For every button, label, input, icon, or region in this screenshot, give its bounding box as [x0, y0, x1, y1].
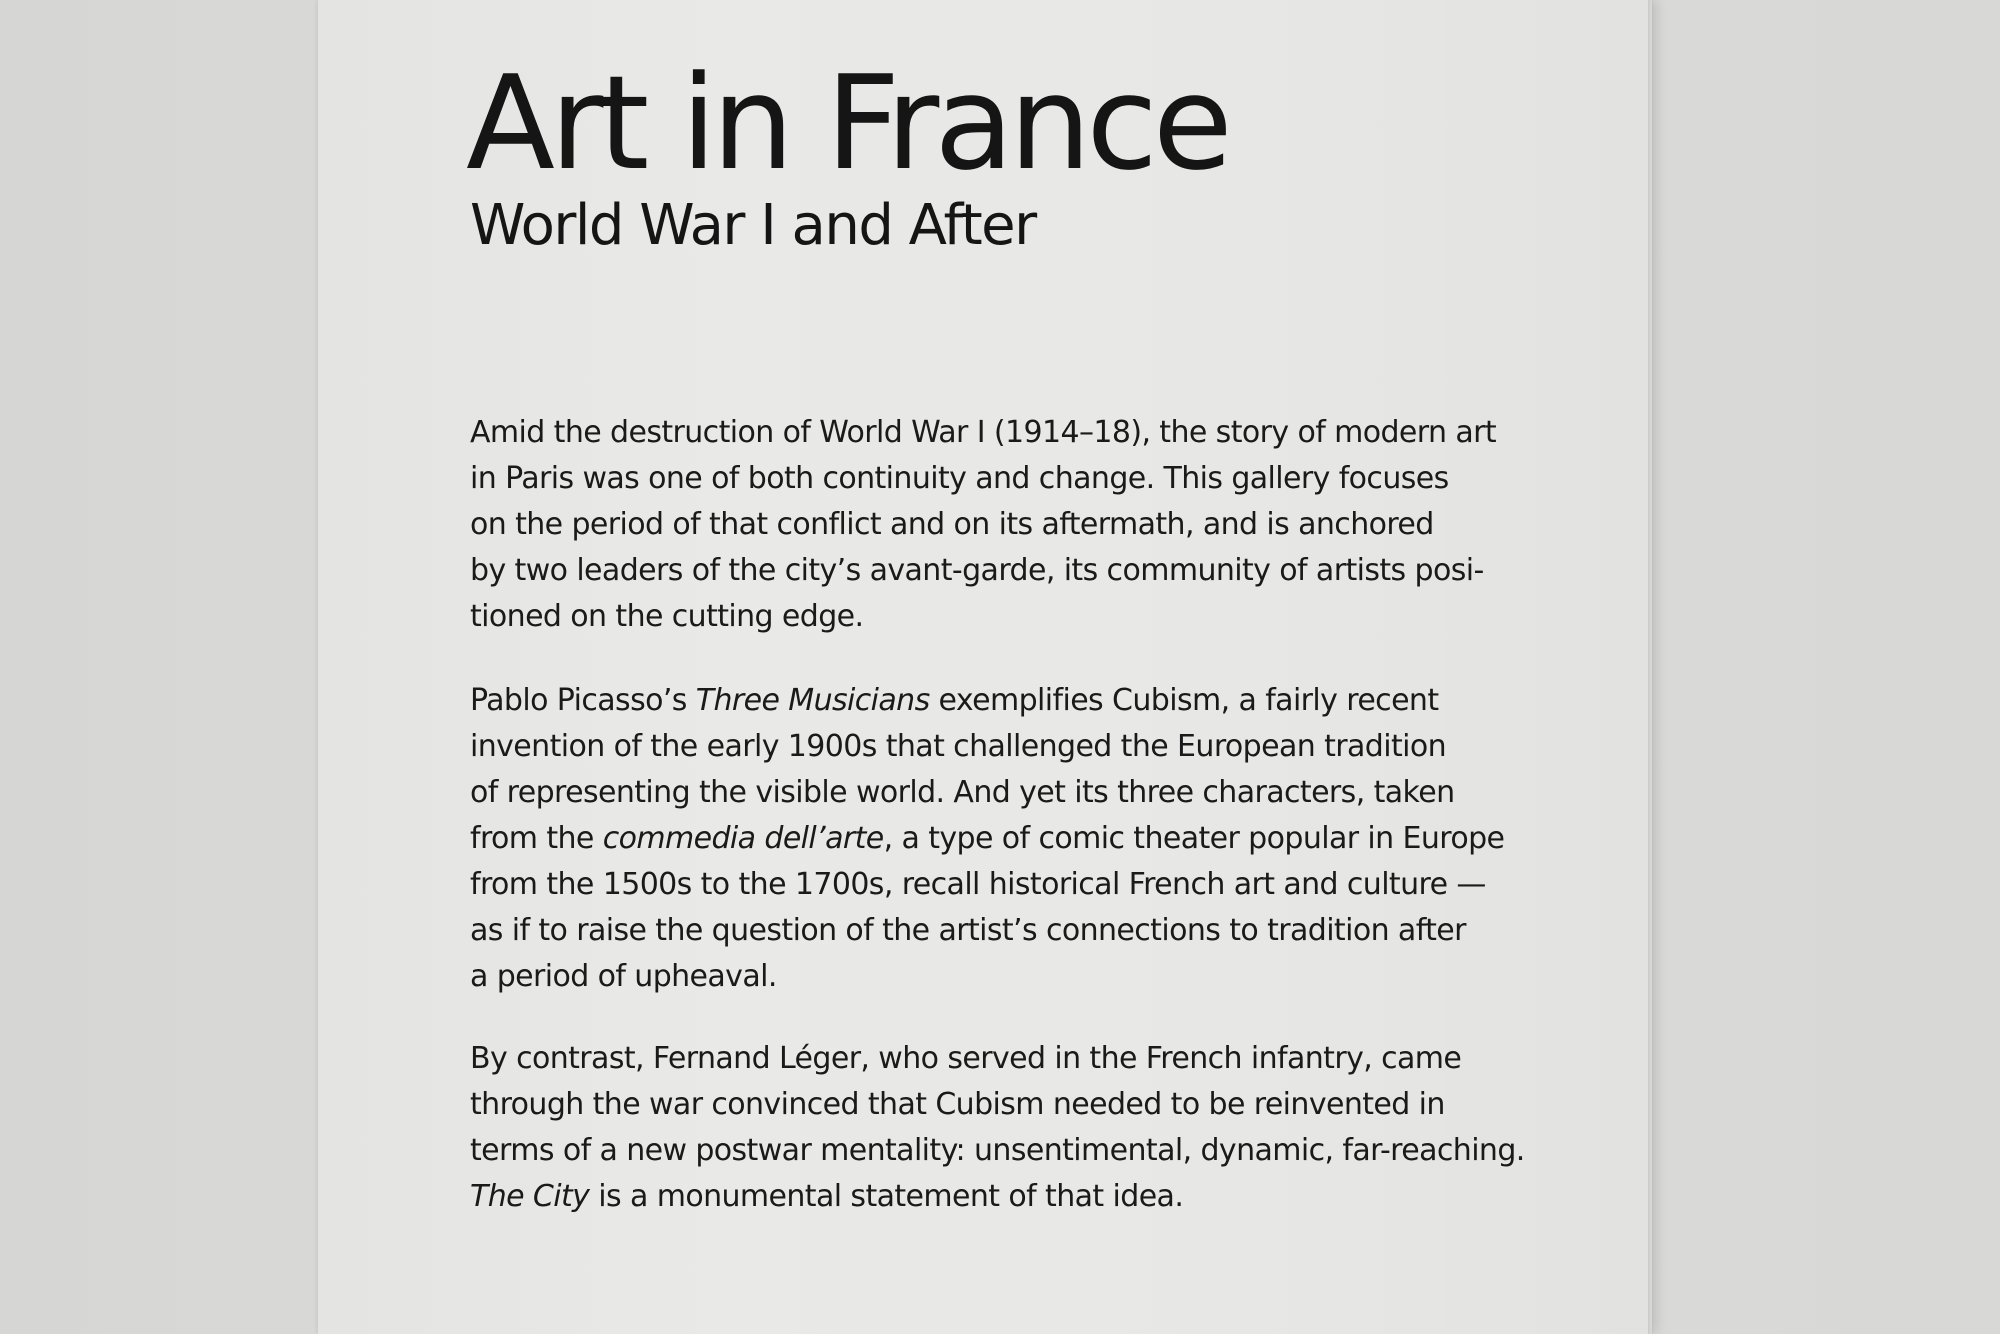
text-line: of representing the visible world. And yet its three characters, taken [470, 775, 1455, 810]
text-line: Pablo Picasso’s Three Musicians exemplifies Cubism, a fairly recent [470, 683, 1439, 718]
text-line: through the war convinced that Cubism needed to be reinvented in [470, 1087, 1445, 1122]
placard-subtitle: World War I and After [470, 193, 1036, 258]
artwork-title-three-musicians: Three Musicians [695, 683, 930, 718]
paragraph-3 [470, 1036, 1530, 1220]
text-line: a period of upheaval. [470, 959, 777, 994]
text-line: from the commedia dell’arte, a type of comic theater popular in Europe [470, 821, 1505, 856]
text-line: The City is a monumental statement of that idea. [470, 1179, 1184, 1214]
placard-title: Art in France [466, 47, 1228, 199]
text-line: terms of a new postwar mentality: unsentimental, dynamic, far-reaching. [470, 1133, 1525, 1168]
artwork-title-the-city: The City [470, 1179, 590, 1214]
text-line: from the 1500s to the 1700s, recall historical French art and culture — [470, 867, 1486, 902]
text-line: tioned on the cutting edge. [470, 599, 864, 634]
text-line: as if to raise the question of the artist’s connections to tradition after [470, 913, 1466, 948]
paragraph-2 [470, 678, 1530, 1000]
text-line: in Paris was one of both continuity and change. This gallery focuses [470, 461, 1449, 496]
text-line: By contrast, Fernand Léger, who served in the French infantry, came [470, 1041, 1462, 1076]
paragraph-1 [470, 410, 1530, 640]
text-line: by two leaders of the city’s avant-garde, its community of artists posi- [470, 553, 1484, 588]
text-line: on the period of that conflict and on its aftermath, and is anchored [470, 507, 1434, 542]
text-line: invention of the early 1900s that challenged the European tradition [470, 729, 1447, 764]
italic-term-commedia: commedia dell’arte [602, 821, 884, 856]
text-line: Amid the destruction of World War I (1914–18), the story of modern art [470, 415, 1497, 450]
placard-edge-shadow [1648, 0, 1654, 1334]
